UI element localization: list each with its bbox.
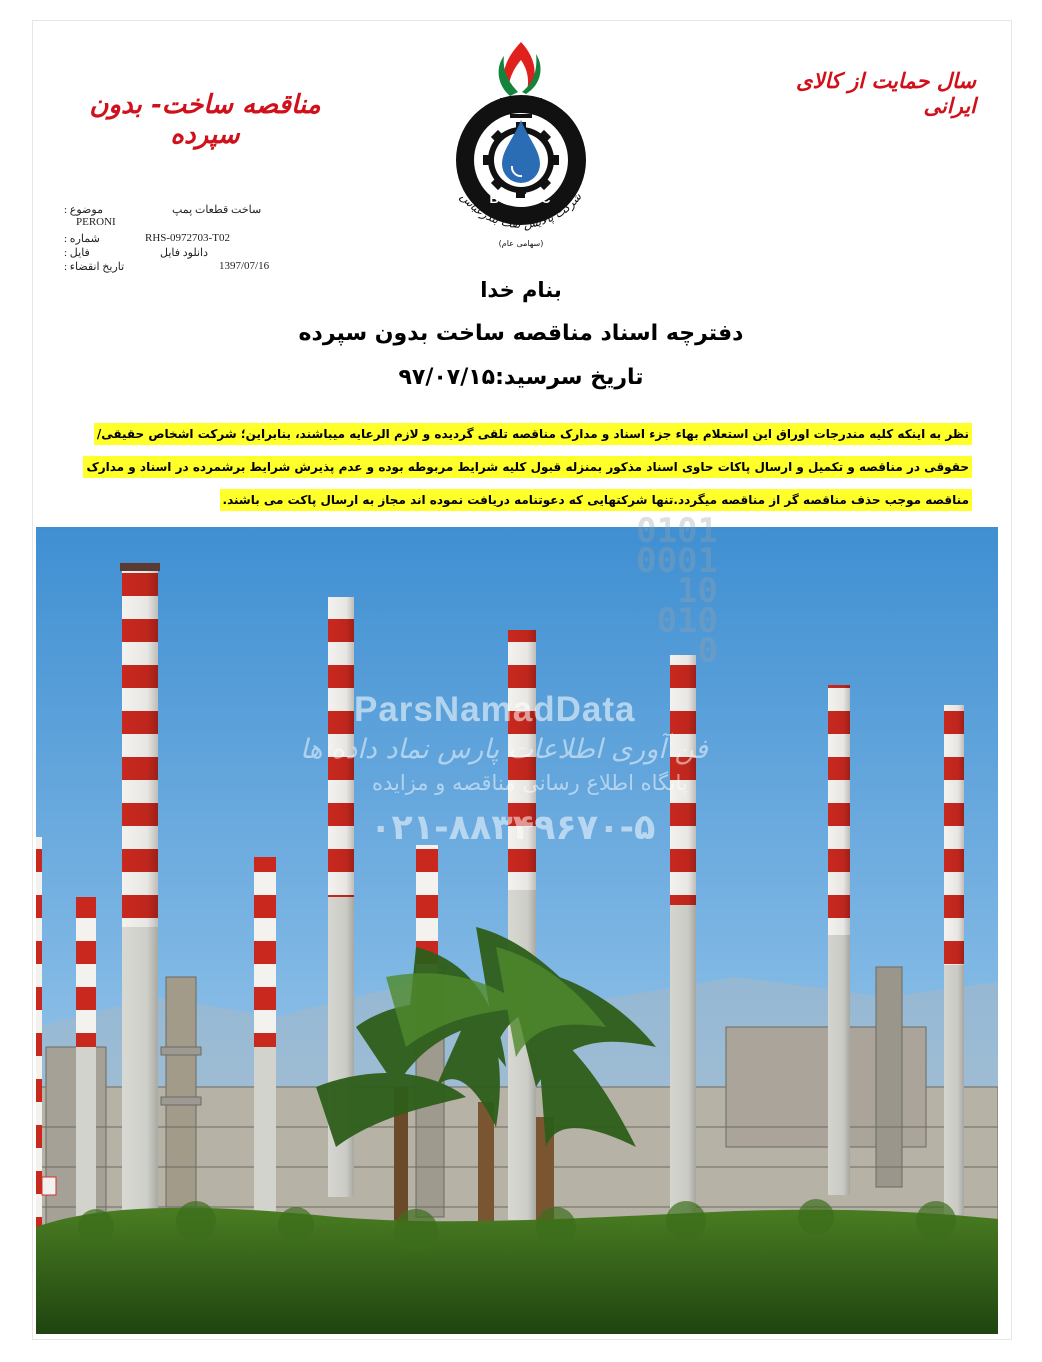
expiry-value: 1397/07/16 (219, 260, 270, 272)
watermark-binary: 0101 0001 10 010 0 (636, 511, 718, 671)
logo-company-type: (سهامی عام) (498, 239, 544, 248)
borc-refinery-logo-icon (426, 38, 616, 253)
watermark-line1: فن آوری اطلاعات پارس نماد داده ها (300, 734, 708, 765)
subject-label: موضوع : (64, 204, 103, 216)
slogan: سال حمایت از کالای ایرانی (796, 68, 976, 118)
watermark-line2: پایگاه اطلاع رسانی مناقصه و مزایده (372, 771, 688, 795)
expiry-label: تاریخ انقضاء : (64, 261, 125, 273)
number-value: RHS-0972703-T02 (145, 232, 230, 244)
watermark-phone: ۰۲۱-۸۸۳۴۹۶۷۰-۵ (370, 808, 656, 848)
due-date-title: تاریخ سرسید:۹۷/۰۷/۱۵ (398, 365, 644, 390)
tender-metadata (64, 203, 324, 283)
refinery-photo (36, 527, 998, 1334)
file-label: فایل : (64, 247, 90, 259)
bismillah-title: بنام خدا (480, 278, 562, 302)
tender-title: مناقصه ساخت- بدون سپرده (89, 90, 321, 150)
oil-drop-icon (502, 120, 540, 183)
logo-company-name: شرکت پالایش نفت بندرعباس (457, 189, 585, 232)
file-download-link[interactable]: دانلود فایل (160, 247, 208, 259)
watermark-brand: ParsNamadData (354, 690, 636, 729)
document-titles (0, 275, 1042, 395)
brand-value: PERONI (76, 216, 116, 228)
logo-abbreviation: B.O.R.C (489, 191, 553, 206)
notice-paragraph (66, 418, 972, 517)
number-label: شماره : (64, 233, 100, 245)
document-title: دفترچه اسناد مناقصه ساخت بدون سپرده (298, 321, 744, 346)
subject-value: ساخت قطعات پمپ (172, 204, 262, 216)
notice-highlighted-text: نظر به اینکه کلیه مندرجات اوراق این استعلام بهاء جزء اسناد و مدارک مناقصه تلقی گردیده و لازم الرعایه میباشند، بنابراین؛ شرکت اشخاص حقیقی/حقوقی در مناقصه و تکمیل و ارسال پاکات حاوی اسناد مذکور بمنزله قبول کلیه شرایط مربوطه بوده و عدم پذیرش شرایط برشمرده در اسناد و مدارک مناقصه موجب حذف مناقصه گر از مناقصه میگردد.تنها شرکتهایی که دعوتنامه دریافت نموده اند مجاز به ارسال پاکت می باشند. (83, 423, 972, 511)
